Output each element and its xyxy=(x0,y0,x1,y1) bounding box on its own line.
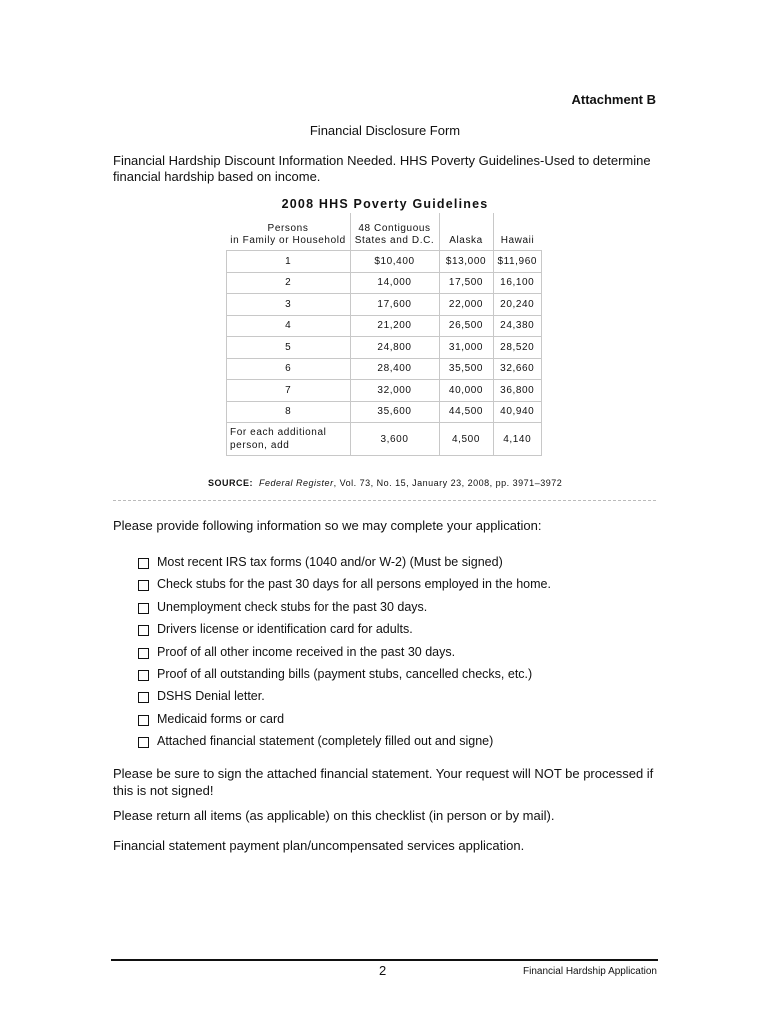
checklist-item[interactable] xyxy=(138,667,551,689)
return-instructions: Please return all items (as applicable) on this checklist (in person or by mail). xyxy=(113,808,555,823)
table-row-additional xyxy=(227,423,542,456)
checkbox-icon[interactable] xyxy=(138,625,149,636)
table-title: 2008 HHS Poverty Guidelines xyxy=(281,197,489,211)
checklist-item-label: Most recent IRS tax forms (1040 and/or W-2) (Must be signed) xyxy=(157,555,503,569)
header-alaska: Alaska xyxy=(439,213,493,251)
cell-persons: 5 xyxy=(227,337,351,359)
cell-alaska: $13,000 xyxy=(439,251,493,273)
checkbox-icon[interactable] xyxy=(138,670,149,681)
checklist-item[interactable] xyxy=(138,712,551,734)
header-persons-line2: in Family or Household xyxy=(230,235,346,246)
checklist-item[interactable] xyxy=(138,645,551,667)
cell-persons: 6 xyxy=(227,358,351,380)
table-row xyxy=(227,272,542,294)
cell-hawaii: 32,660 xyxy=(493,358,542,380)
payment-plan-note: Financial statement payment plan/uncompensated services application. xyxy=(113,838,525,853)
checklist-item[interactable] xyxy=(138,622,551,644)
table-row xyxy=(227,315,542,337)
header-persons-line1: Persons xyxy=(267,223,309,234)
checklist-item-label: Unemployment check stubs for the past 30 days. xyxy=(157,599,428,614)
header-contiguous-line2: States and D.C. xyxy=(354,235,435,246)
checklist-item[interactable] xyxy=(138,689,551,711)
cell-hawaii: 36,800 xyxy=(493,380,542,402)
cell-alaska: 17,500 xyxy=(439,272,493,294)
cell-hawaii: 40,940 xyxy=(493,401,542,423)
checkbox-icon[interactable] xyxy=(138,580,149,591)
cell-contiguous: 24,800 xyxy=(350,337,439,359)
table-row xyxy=(227,337,542,359)
cell-hawaii: 24,380 xyxy=(493,315,542,337)
checklist-item-label: Drivers license or identification card for adults. xyxy=(157,622,413,637)
form-title: Financial Disclosure Form xyxy=(309,123,461,138)
checkbox-icon[interactable] xyxy=(138,737,149,748)
cell-alaska: 4,500 xyxy=(439,423,493,456)
cell-contiguous: 21,200 xyxy=(350,315,439,337)
cell-additional-label xyxy=(227,423,351,456)
cell-alaska: 44,500 xyxy=(439,401,493,423)
checklist-item-label: Check stubs for the past 30 days for all persons employed in the home. xyxy=(157,577,551,592)
cell-persons: 8 xyxy=(227,401,351,423)
cell-hawaii: 16,100 xyxy=(493,272,542,294)
please-provide-text: Please provide following information so we may complete your application: xyxy=(113,518,542,533)
header-contiguous xyxy=(350,213,439,251)
source-details: , Vol. 73, No. 15, January 23, 2008, pp. 3971–3972 xyxy=(333,478,563,488)
poverty-guidelines-table xyxy=(226,213,542,456)
intro-text: Financial Hardship Discount Information Needed. HHS Poverty Guidelines-Used to determine financial hardship based on income. xyxy=(113,153,651,184)
cell-alaska: 22,000 xyxy=(439,294,493,316)
sign-reminder: Please be sure to sign the attached financial statement. Your request will NOT be processed if this is not signed! xyxy=(113,766,654,798)
checklist-item-label: DSHS Denial letter. xyxy=(157,689,265,704)
cell-hawaii: 4,140 xyxy=(493,423,542,456)
header-contiguous-line1: 48 Contiguous xyxy=(358,223,431,234)
dashed-divider xyxy=(113,500,656,501)
source-publication: Federal Register xyxy=(259,478,334,488)
checklist-item[interactable] xyxy=(138,600,551,622)
table-row xyxy=(227,401,542,423)
cell-persons: 2 xyxy=(227,272,351,294)
cell-alaska: 40,000 xyxy=(439,380,493,402)
table-row xyxy=(227,380,542,402)
checkbox-icon[interactable] xyxy=(138,648,149,659)
checkbox-icon[interactable] xyxy=(138,558,149,569)
cell-hawaii: 28,520 xyxy=(493,337,542,359)
checklist-item[interactable] xyxy=(138,734,551,756)
cell-alaska: 31,000 xyxy=(439,337,493,359)
cell-contiguous: 17,600 xyxy=(350,294,439,316)
cell-hawaii: $11,960 xyxy=(493,251,542,273)
checkbox-icon[interactable] xyxy=(138,603,149,614)
cell-contiguous: 35,600 xyxy=(350,401,439,423)
header-persons xyxy=(227,213,351,251)
cell-contiguous: 28,400 xyxy=(350,358,439,380)
cell-persons: 7 xyxy=(227,380,351,402)
footer-document-title: Financial Hardship Application xyxy=(523,966,657,977)
checkbox-icon[interactable] xyxy=(138,692,149,703)
document-checklist xyxy=(138,555,551,757)
table-header-row xyxy=(227,213,542,251)
checklist-item-label: Medicaid forms or card xyxy=(157,711,285,726)
cell-contiguous: 32,000 xyxy=(350,380,439,402)
source-label: SOURCE: xyxy=(208,478,254,488)
table-row xyxy=(227,358,542,380)
page-number: 2 xyxy=(379,963,387,978)
checklist-item[interactable] xyxy=(138,555,551,577)
table-row xyxy=(227,251,542,273)
cell-hawaii: 20,240 xyxy=(493,294,542,316)
additional-label-line1: For each additional xyxy=(230,427,327,438)
cell-alaska: 35,500 xyxy=(439,358,493,380)
source-citation xyxy=(208,478,562,488)
cell-contiguous: $10,400 xyxy=(350,251,439,273)
header-hawaii: Hawaii xyxy=(500,235,535,246)
attachment-label: Attachment B xyxy=(571,92,656,107)
additional-label-line2: person, add xyxy=(230,440,290,451)
footer-divider xyxy=(111,959,658,961)
checkbox-icon[interactable] xyxy=(138,715,149,726)
checklist-item-label: Attached financial statement (completely filled out and signe) xyxy=(157,734,494,749)
cell-persons: 3 xyxy=(227,294,351,316)
checklist-item-label: Proof of all outstanding bills (payment stubs, cancelled checks, etc.) xyxy=(157,666,533,681)
cell-persons: 1 xyxy=(227,251,351,273)
cell-contiguous: 3,600 xyxy=(350,423,439,456)
cell-persons: 4 xyxy=(227,315,351,337)
cell-alaska: 26,500 xyxy=(439,315,493,337)
checklist-item[interactable] xyxy=(138,577,551,599)
checklist-item-label: Proof of all other income received in the past 30 days. xyxy=(157,644,456,659)
table-row xyxy=(227,294,542,316)
cell-contiguous: 14,000 xyxy=(350,272,439,294)
